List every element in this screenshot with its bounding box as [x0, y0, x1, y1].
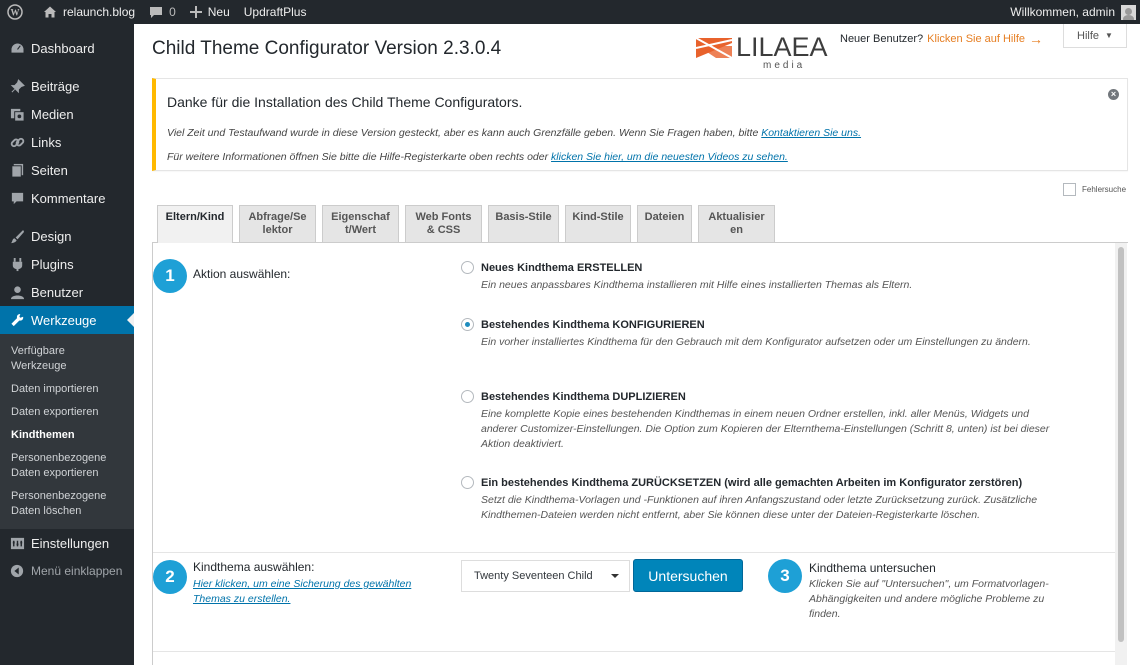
- welcome-notice: [152, 78, 1128, 171]
- option-configure[interactable]: [461, 318, 1041, 350]
- debug-label: Fehlersuche: [1082, 185, 1127, 194]
- contact-link[interactable]: Kontaktieren Sie uns.: [761, 127, 862, 139]
- step-2-label: Kindthema auswählen:: [193, 560, 315, 574]
- tab-update[interactable]: [698, 205, 775, 242]
- avatar: [1121, 5, 1136, 20]
- brush-icon: [9, 228, 25, 244]
- sidebar-item-label: Menü einklappen: [31, 564, 123, 578]
- page-title: Child Theme Configurator Version 2.3.0.4: [152, 38, 502, 59]
- collapse-menu-button[interactable]: [0, 557, 134, 585]
- option-create[interactable]: [461, 261, 1041, 293]
- step-2-badge: 2: [153, 560, 187, 594]
- updraftplus-link[interactable]: [237, 0, 314, 24]
- notice-line-2: [167, 151, 788, 163]
- submenu-item-available-tools[interactable]: Verfügbare Werkzeuge: [11, 345, 67, 372]
- step-3-desc: Klicken Sie auf "Untersuchen", um Formatvorlagen-Abhängigkeiten und andere mögliche Probleme zu finden.: [809, 578, 1049, 620]
- sidebar-item-posts[interactable]: [0, 72, 134, 100]
- tab-parent-child[interactable]: [157, 205, 233, 243]
- step-3-title: Kindthema untersuchen: [809, 561, 936, 575]
- panel-scrollbar[interactable]: [1115, 243, 1127, 665]
- tab-label: Dateien: [644, 211, 685, 223]
- lilaea-logo-icon: [696, 36, 734, 60]
- section-divider: [153, 552, 1115, 553]
- sidebar-item-settings[interactable]: [0, 529, 134, 557]
- comments-count: 0: [169, 5, 176, 19]
- submenu-item-export[interactable]: Daten exportieren: [11, 406, 99, 418]
- plus-icon: [190, 6, 202, 18]
- option-duplicate[interactable]: [461, 390, 1050, 452]
- step-1-badge: 1: [153, 259, 187, 293]
- updraftplus-label: UpdraftPlus: [243, 5, 307, 19]
- sidebar-item-label: Seiten: [31, 162, 68, 178]
- notice-text-1: Viel Zeit und Testaufwand wurde in diese Version gesteckt, aber es kann auch Grenzfälle geben. Wenn Sie Fragen haben, bitte: [167, 127, 762, 139]
- radio-reset[interactable]: [461, 476, 474, 489]
- site-name-link[interactable]: [36, 0, 142, 24]
- link-icon: [9, 134, 25, 150]
- sidebar-item-pages[interactable]: [0, 156, 134, 184]
- notice-text-2: Für weitere Informationen öffnen Sie bitte die Hilfe-Registerkarte oben rechts oder: [167, 151, 552, 163]
- selected-theme: Twenty Seventeen Child: [474, 570, 593, 582]
- sidebar-item-label: Links: [31, 134, 62, 150]
- new-label: Neu: [207, 5, 230, 19]
- tab-label: Aktualisier en: [708, 211, 765, 236]
- admin-sidebar: [0, 24, 134, 665]
- new-user-text: Neuer Benutzer?: [840, 33, 924, 45]
- section-divider: [153, 651, 1115, 652]
- child-theme-select[interactable]: [461, 560, 630, 592]
- sidebar-item-tools[interactable]: [0, 306, 134, 334]
- tab-bar: [157, 205, 781, 243]
- tab-child-styles[interactable]: [565, 205, 631, 242]
- submenu-item-erase-personal-data[interactable]: Personenbezogene Daten löschen: [11, 490, 107, 517]
- radio-configure[interactable]: [461, 318, 474, 331]
- option-title: Ein bestehendes Kindthema ZURÜCKSETZEN (wird alle gemachten Arbeiten im Konfigurator zerstören): [481, 476, 1023, 489]
- home-icon: [43, 5, 57, 19]
- svg-text:W: W: [10, 7, 20, 18]
- option-title: Bestehendes Kindthema DUPLIZIEREN: [481, 390, 686, 403]
- analyze-button[interactable]: Untersuchen: [633, 559, 743, 592]
- submenu-item-import[interactable]: Daten importieren: [11, 383, 99, 395]
- admin-bar: [0, 0, 1140, 24]
- help-hint-link[interactable]: Klicken Sie auf Hilfe: [927, 33, 1025, 45]
- dismiss-notice-icon[interactable]: ×: [1108, 89, 1119, 100]
- parent-child-panel: [152, 243, 1128, 665]
- option-desc: Eine komplette Kopie eines bestehenden Kindthemas in einem neuen Ordner erstellen, inkl. aller Menüs, Widgets und anderer Customizer-Einstellungen. Die Option zum Kopieren der Elternthema-Einstellungen (Schritt 8, unten) ist bei dieser Aktion deaktiviert.: [481, 408, 1050, 450]
- sidebar-item-links[interactable]: [0, 128, 134, 156]
- sidebar-item-design[interactable]: [0, 222, 134, 250]
- tab-label: Basis-Stile: [495, 211, 552, 223]
- page-icon: [9, 162, 25, 178]
- sidebar-item-dashboard[interactable]: [0, 34, 134, 62]
- tab-label: Kind-Stile: [572, 211, 624, 223]
- wordpress-logo-button[interactable]: [0, 0, 36, 24]
- tab-label: Eigenschaf t/Wert: [331, 211, 390, 236]
- lilaea-media-logo[interactable]: [696, 32, 828, 71]
- radio-create[interactable]: [461, 261, 474, 274]
- tools-submenu: [0, 334, 134, 529]
- videos-link[interactable]: klicken Sie hier, um die neuesten Videos zu sehen.: [551, 151, 788, 163]
- sidebar-item-plugins[interactable]: [0, 250, 134, 278]
- option-title: Neues Kindthema ERSTELLEN: [481, 261, 643, 274]
- plugin-icon: [9, 256, 25, 272]
- notice-line-1: [167, 127, 861, 139]
- submenu-item-export-personal-data[interactable]: Personenbezogene Daten exportieren: [11, 452, 107, 479]
- dashboard-icon: [9, 40, 25, 56]
- pin-icon: [9, 78, 25, 94]
- select-caret-icon: [611, 574, 619, 578]
- sidebar-item-users[interactable]: [0, 278, 134, 306]
- comment-icon: [9, 190, 25, 206]
- caret-down-icon: ▼: [1105, 31, 1113, 40]
- media-icon: [9, 106, 25, 122]
- tab-label: Eltern/Kind: [165, 211, 225, 223]
- sidebar-item-label: Design: [31, 228, 72, 244]
- logo-text: LILAEA: [736, 32, 828, 62]
- tab-web-fonts[interactable]: [405, 205, 482, 242]
- option-desc: Ein vorher installiertes Kindthema für den Gebrauch mit dem Konfigurator aufsetzen oder um Einstellungen zu ändern.: [481, 336, 1031, 348]
- my-account[interactable]: [1010, 5, 1140, 20]
- tab-query-selector[interactable]: [239, 205, 316, 242]
- sidebar-item-label: Plugins: [31, 256, 74, 272]
- help-hint: [840, 31, 1043, 47]
- option-reset[interactable]: [461, 476, 1041, 523]
- sidebar-item-label: Medien: [31, 106, 74, 122]
- notice-title: Danke für die Installation des Child Theme Configurators.: [167, 94, 523, 110]
- tab-files[interactable]: [637, 205, 692, 242]
- sidebar-item-media[interactable]: [0, 100, 134, 128]
- debug-toggle[interactable]: [1063, 183, 1126, 196]
- welcome-text: Willkommen, admin: [1010, 5, 1115, 19]
- wordpress-icon: [7, 4, 23, 20]
- sidebar-item-label: Einstellungen: [31, 535, 110, 551]
- collapse-arrow-icon: [9, 563, 25, 579]
- backup-theme-link[interactable]: Hier klicken, um eine Sicherung des gewählten Themas zu erstellen.: [193, 578, 412, 605]
- debug-checkbox[interactable]: [1063, 183, 1076, 196]
- option-desc: Setzt die Kindthema-Vorlagen und -Funktionen auf ihren Anfangszustand oder letzte Zurücksetzung zurück. Zusätzliche Kindthemen-Dateien werden nicht entfernt, aber Sie können diese unter der Dateien-Registerkarte löschen.: [481, 494, 1038, 521]
- step-3-badge: 3: [768, 559, 802, 593]
- comments-link[interactable]: [142, 0, 183, 24]
- arrow-right-icon: →: [1029, 31, 1043, 47]
- help-button-label: Hilfe: [1077, 29, 1100, 42]
- new-content-link[interactable]: [183, 0, 237, 24]
- scrollbar-thumb[interactable]: [1118, 247, 1124, 642]
- sidebar-item-label: Kommentare: [31, 190, 106, 206]
- option-title: Bestehendes Kindthema KONFIGURIEREN: [481, 318, 705, 331]
- tab-base-styles[interactable]: [488, 205, 559, 242]
- main-content: [134, 24, 1140, 665]
- option-desc: Ein neues anpassbares Kindthema installieren mit Hilfe eines installierten Themas als Eltern.: [481, 279, 913, 291]
- sidebar-item-label: Benutzer: [31, 284, 84, 300]
- submenu-item-child-themes[interactable]: Kindthemen: [11, 429, 75, 441]
- tab-property-value[interactable]: [322, 205, 399, 242]
- settings-icon: [9, 535, 25, 551]
- sidebar-item-label: Beiträge: [31, 78, 80, 94]
- wrench-icon: [9, 312, 25, 328]
- comment-bubble-icon: [149, 5, 163, 19]
- sidebar-item-label: Werkzeuge: [31, 312, 97, 328]
- help-tab-button[interactable]: [1063, 24, 1127, 48]
- logo-subtext: media: [763, 60, 806, 71]
- site-name: relaunch.blog: [63, 5, 136, 19]
- sidebar-item-comments[interactable]: [0, 184, 134, 212]
- sidebar-item-label: Dashboard: [31, 40, 95, 56]
- user-icon: [9, 284, 25, 300]
- radio-duplicate[interactable]: [461, 390, 474, 403]
- step-1-label: Aktion auswählen:: [193, 267, 291, 281]
- tab-label: Web Fonts & CSS: [415, 211, 472, 236]
- tab-label: Abfrage/Se lektor: [248, 211, 307, 236]
